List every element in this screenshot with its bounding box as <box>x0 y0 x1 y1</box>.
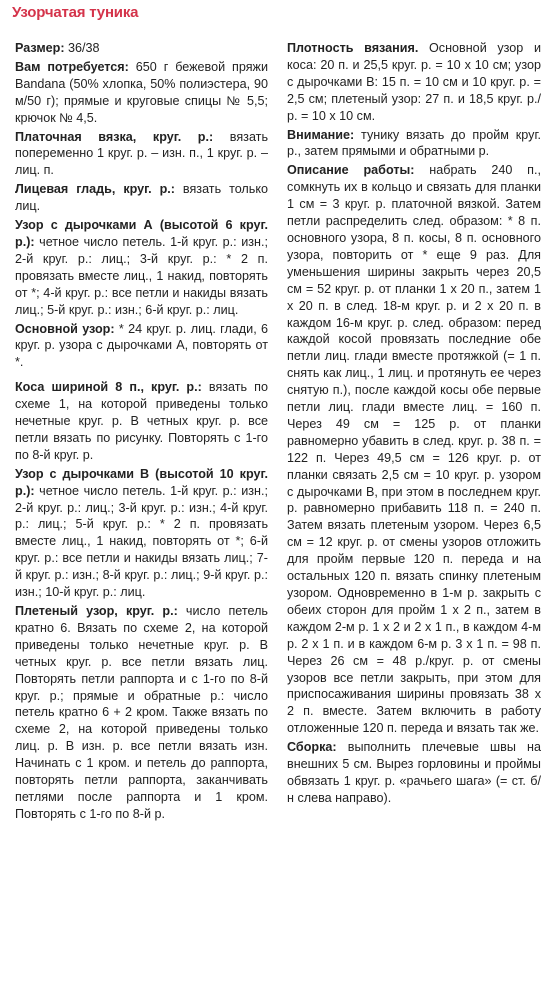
gauge-paragraph <box>287 40 541 125</box>
main-pattern-text: * 24 круг. р. лиц. глади, 6 круг. р. узора с дырочками А, повторять от *. <box>15 321 269 370</box>
gauge-text: Основной узор и коса: 20 п. и 25,5 круг. р. = 10 х 10 см; узор с дырочками В: 15 п. = 10 см и 10 круг. р. = 2,5 см; плетеный узор: 27 п. и 18,5 круг. р./р. = 10 х 10 см. <box>287 41 541 123</box>
assembly-label: Сборка: <box>287 740 337 755</box>
assembly-text: выполнить плечевые швы на внешних 5 см. Вырез горловины и проймы обвязать 1 круг. р. «рачьего шага» (= ст. б/н слева направо). <box>287 740 541 805</box>
braided-pattern-paragraph <box>15 603 268 823</box>
instructions-paragraph <box>287 162 541 737</box>
materials-text: 650 г бежевой пряжи Bandana (50% хлопка, 50% полиэстера, 90 м/50 г); прямые и круговые спицы № 5,5; крючок № 4,5. <box>15 59 269 125</box>
materials-label: Вам потребуется: <box>15 59 129 74</box>
note-text: тунику вязать до пройм круг. р., затем прямыми и обратными р. <box>287 127 541 159</box>
gauge-label: Плотность вязания. <box>287 41 419 55</box>
size-paragraph <box>15 40 268 57</box>
size-text: 36/38 <box>64 41 100 55</box>
braided-pattern-text: число петель кратно 6. Вязать по схеме 2, на которой приведены только нечетные круг. р. В четных круг. р. все петли вязать лиц. Повторять петли раппорта и с 1-го по 8-й круг. р.; прямые и обратные р.: число петель кратно 6 + 2 кром. Также вязать по схеме 2, на которой приведены только лиц. р. В изн. р. все петли вязать изн. Начинать с 1 кром. и петель до раппорта, повторять петли раппорта, заканчивать петлями после раппорта и 1 кром. Повторять с 1-го по 8-й р. <box>15 604 268 821</box>
eyelet-a-label: Узор с дырочками А (высотой 6 круг. р.): <box>15 218 268 249</box>
eyelet-a-text: четное число петель. 1-й круг. р.: изн.; 2-й круг. р.: лиц.; 3-й круг. р.: * 2 п. провязать вместе лиц., 1 накид, повторять от *; 4-й круг. р.: все петли и накиды вязать лиц.; 5-й круг. р.: изн.; 6-й круг. р.: лиц. <box>15 234 268 317</box>
garter-stitch-label: Платочная вязка, круг. р.: <box>15 129 214 144</box>
garter-stitch-paragraph <box>15 129 268 180</box>
note-label: Внимание: <box>287 127 355 142</box>
left-column <box>15 40 268 825</box>
note-paragraph <box>287 127 541 161</box>
right-column <box>287 40 541 809</box>
instructions-text: набрать 240 п., сомкнуть их в кольцо и связать для планки 1 см = 3 круг. р. платочной вязкой. Затем петли распределить след. образом: * 8 п. основного узора, 8 п. косы, 8 п. основного узора, повторить от * еще 9 раз. Для уменьшения ширины закрыть через 20,5 см = 52 круг. р. от планки 1 х 20 п., затем 1 х 20 п. в след. 18-м круг. р. и 2 х 20 п. в каждом 16-м круг. р. след. образом: перед каждой косой провязать последние обе петли лиц. глади вместе протяжкой (= 1 п. снять как лиц., 1 лиц. и протянуть ее через снятую п.), после каждой косы обе первые петли лиц. глади вместе лиц. = 160 п. Через 49 см = 125 р. от планки равномерно убавить в след. круг. р. 38 п. = 122 п. Через 49,5 см = 126 круг. р. от планки связать 2,5 см = 10 круг. р. узором с дырочками В, при этом в последнем круг. р. равномерно прибавить 118 п. = 240 п. Затем вязать плетеным узором. Через 6,5 см = 12 круг. р. от смены узоров отложить для пройм первые 120 п. переда и на остальных 120 п. вязать спинку плетеным узором. Одновременно в 1-м р. закрыть с обеих сторон для пройм 1 х 2 п., затем в каждом 2-м р. 1 х 2 и 2 х 1 п., в каждом 4-м р. 2 х 1 п. и в каждом 6-м р. 3 х 1 п. = 98 п. Через 26 см = 48 р./круг. р. от смены узоров все петли закрыть, при этом для приспосаживания ширины провязать 38 х 2 п. вместе. Затем включить в работу отложенные 120 п. переда и вязать так же. <box>287 163 542 736</box>
eyelet-b-text: четное число петель. 1-й круг. р.: изн.; 2-й круг. р.: лиц.; 3-й круг. р.: изн.; 4-й круг. р.: лиц.; 5-й круг. р.: * 2 п. провязать вместе лиц., 1 накид, повторять от *; 6-й круг. р.: все петли и накиды вязать лиц.; 7-й круг. р.: изн.; 8-й круг. р.: лиц.; 9-й круг. р.: изн.; 10-й круг. р.: лиц. <box>15 483 268 600</box>
main-pattern-paragraph <box>15 321 268 372</box>
braided-pattern-label: Плетеный узор, круг. р.: <box>15 604 178 618</box>
assembly-paragraph <box>287 739 541 807</box>
stockinette-paragraph <box>15 181 268 215</box>
eyelet-a-paragraph <box>15 217 268 318</box>
cable-text: вязать по схеме 1, на которой приведены только нечетные круг. р. В четных круг. р. все петли вязать по рисунку. Повторять с 1-го по 8-й круг. р. <box>15 380 268 462</box>
eyelet-b-label: Узор с дырочками В (высотой 10 круг. р.): <box>15 466 268 498</box>
stockinette-label: Лицевая гладь, круг. р.: <box>15 182 175 197</box>
eyelet-b-paragraph <box>15 466 268 601</box>
article-title: Узорчатая туника <box>12 4 139 21</box>
main-pattern-label: Основной узор: <box>15 321 115 336</box>
stockinette-text: вязать только лиц. <box>15 182 269 214</box>
materials-paragraph <box>15 59 268 127</box>
cable-label: Коса шириной 8 п., круг. р.: <box>15 380 202 395</box>
garter-stitch-text: вязать попеременно 1 круг. р. – изн. п., 1 круг. р. – лиц. п. <box>15 129 268 178</box>
instructions-label: Описание работы: <box>287 163 415 178</box>
cable-paragraph <box>15 379 268 464</box>
size-label: Размер: <box>15 41 65 55</box>
